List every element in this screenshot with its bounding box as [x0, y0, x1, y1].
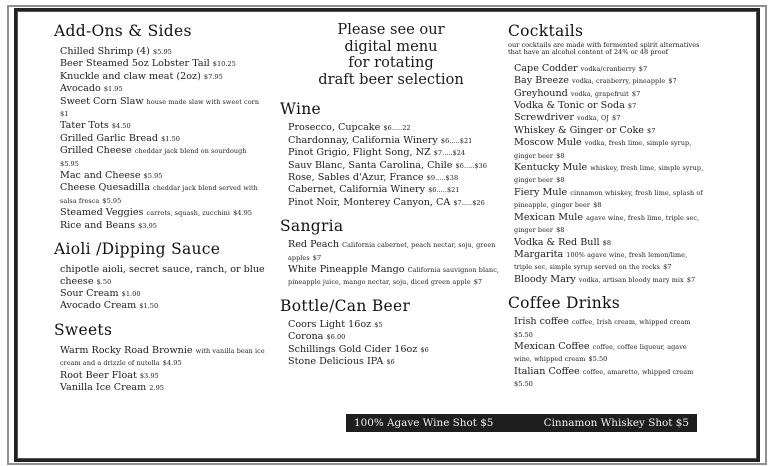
item-name: Rose, Sables d'Azur, France	[288, 172, 424, 183]
item-name: Steamed Veggies	[60, 207, 144, 219]
item-name: Mexican Coffee	[514, 340, 590, 352]
item-price: $5.50	[588, 355, 608, 364]
menu-item	[288, 344, 502, 356]
menu-item	[60, 345, 266, 370]
item-name: Corona	[288, 331, 324, 343]
menu-item	[60, 145, 266, 170]
item-name: Irish coffee	[514, 316, 569, 328]
menu-item	[60, 370, 266, 382]
menu-item	[60, 220, 266, 232]
item-description: coffee, coffee liqueur, agave wine, whipped cream	[514, 342, 687, 364]
item-price: $5.95	[60, 159, 79, 168]
menu-item	[514, 112, 704, 124]
item-price: $6	[386, 358, 395, 367]
item-price: $7.95	[203, 72, 223, 81]
item-price: $4.95	[162, 359, 182, 368]
coffee-list	[514, 316, 704, 390]
sweets-list	[60, 345, 266, 395]
sweets-heading: Sweets	[54, 320, 113, 339]
item-price: $1.95	[103, 85, 123, 94]
item-price: $7	[647, 126, 656, 135]
item-name: White Pineapple Mango	[288, 264, 405, 276]
item-price: $.50	[96, 277, 112, 286]
wine-heading: Wine	[280, 100, 321, 119]
item-name: Vodka & Red Bull	[514, 236, 600, 248]
menu-item	[288, 184, 502, 196]
item-price: $8	[593, 201, 602, 210]
menu-item	[288, 356, 502, 368]
item-price: $8	[602, 238, 612, 247]
item-description: vodka, fresh lime, simple syrup, ginger beer	[514, 139, 692, 160]
coffee-heading: Coffee Drinks	[508, 294, 620, 313]
item-name: Vodka & Tonic or Soda	[514, 100, 625, 112]
item-name: Moscow Mule	[514, 137, 582, 149]
menu-item	[514, 237, 704, 249]
item-price: $5.95	[152, 48, 172, 56]
aioli-list	[60, 264, 266, 313]
item-name: Beer Steamed 5oz Lobster Tail	[60, 58, 210, 70]
item-description: coffee, amaretto, whipped cream	[582, 367, 694, 376]
item-name: Prosecco, Cupcake	[288, 122, 381, 134]
column-middle	[280, 22, 502, 368]
menu-item	[514, 316, 704, 341]
menu-item	[514, 162, 704, 187]
menu-item	[60, 120, 266, 132]
cocktails-list	[514, 63, 704, 286]
item-price: $1.50	[139, 302, 159, 311]
item-name: Greyhound	[514, 87, 568, 99]
item-description: coffee, Irish cream, whipped cream	[571, 318, 691, 327]
item-name: Root Beer Float	[60, 369, 137, 381]
item-name: Screwdriver	[514, 112, 574, 124]
menu-item	[514, 75, 704, 87]
item-price: $6.....22	[383, 124, 411, 133]
item-name: Avocado Cream	[60, 300, 137, 312]
item-name: Warm Rocky Road Brownie	[60, 344, 193, 356]
item-name: Grilled Garlic Bread	[60, 132, 159, 144]
item-price: $6.00	[326, 333, 346, 342]
item-description: with vanilla bean ice cream and a drizzle of nutella	[60, 346, 265, 368]
menu-item	[60, 71, 266, 83]
item-name: Coors Light 16oz	[288, 318, 372, 330]
menu-item	[514, 187, 704, 212]
item-price: $5.50	[514, 380, 533, 389]
wine-list	[288, 122, 502, 209]
item-description: house made slaw with sweet corn	[146, 97, 260, 106]
column-right	[508, 22, 704, 391]
item-name: Chilled Shrimp (4)	[60, 46, 150, 57]
beer-heading: Bottle/Can Beer	[280, 296, 411, 315]
menu-item	[288, 331, 502, 343]
menu-item	[514, 212, 704, 237]
item-name: Tater Tots	[60, 120, 109, 132]
item-description: vodka, artisan bloody mary mix	[578, 275, 684, 284]
item-price: $7	[668, 77, 677, 86]
item-description: vodka, OJ	[576, 114, 609, 123]
item-name: Cheese Quesadilla	[60, 182, 150, 194]
item-price: $5	[374, 320, 383, 329]
item-price: $5.95	[143, 172, 163, 181]
item-description: 100% agave wine, fresh lemon/lime, triple sec, simple syrup served on the rocks	[514, 250, 688, 272]
item-name: chipotle aioli, secret sauce, ranch, or blue cheese	[60, 264, 265, 287]
item-price: $7	[686, 275, 696, 284]
item-description: vodka, cranberry, pineapple	[572, 77, 666, 86]
item-price: $5.50	[514, 330, 533, 339]
item-name: Cape Codder	[514, 62, 578, 74]
item-price: $7	[473, 278, 483, 287]
item-price: $3.95	[139, 371, 159, 380]
item-name: Kentucky Mule	[514, 162, 588, 174]
item-price: $1.00	[121, 289, 141, 298]
item-price: $7	[638, 64, 648, 73]
column-left	[54, 22, 266, 394]
item-name: Whiskey & Ginger or Coke	[514, 124, 644, 136]
menu-item	[288, 160, 502, 172]
item-price: $4.50	[111, 122, 131, 131]
item-price: $8	[556, 176, 565, 185]
item-price: $6.....$36	[455, 161, 487, 170]
shot-specials-banner	[346, 414, 697, 432]
menu-item	[514, 88, 704, 100]
menu-item	[60, 133, 266, 145]
sangria-list	[288, 239, 502, 289]
item-name: Vanilla Ice Cream	[60, 381, 147, 393]
addons-list	[60, 46, 266, 232]
draft-promo	[280, 22, 502, 88]
item-description: carrots, squash, zucchini	[146, 209, 231, 218]
promo-line-3: for rotating	[348, 54, 434, 72]
item-price: $7	[627, 102, 637, 111]
item-price: $7.....$24	[433, 149, 466, 158]
menu-item	[288, 239, 502, 264]
item-name: Red Peach	[288, 239, 340, 251]
item-name: Mac and Cheese	[60, 170, 141, 182]
menu-item	[288, 264, 502, 289]
menu-item	[60, 96, 266, 121]
menu-item	[60, 288, 266, 300]
item-price: $7	[612, 114, 621, 123]
menu-item	[288, 319, 502, 331]
item-name: Cabernet, California Winery	[288, 184, 426, 196]
item-price: $6	[420, 345, 429, 354]
item-name: Grilled Cheese	[60, 145, 132, 157]
item-price: $6.....$21	[428, 186, 460, 195]
item-price: $8	[556, 226, 565, 235]
item-description: California cabernet, peach nectar, soju, green apples	[288, 241, 496, 262]
item-name: Stone Delicious IPA	[288, 356, 384, 368]
cocktails-note: our cocktails are made with fermented spirit alternatives that have an alcohol content of 24% or 48 proof	[508, 41, 700, 57]
item-description: vodka, grapefruit	[570, 89, 629, 98]
promo-line-2: digital menu	[344, 37, 438, 55]
item-price: $10.25	[212, 60, 236, 69]
item-name: Italian Coffee	[514, 365, 580, 377]
promo-line-1: Please see our	[337, 21, 445, 38]
agave-shot-special: 100% Agave Wine Shot $5	[354, 417, 494, 429]
item-name: Chardonnay, California Winery	[288, 134, 438, 146]
item-price: $4.95	[233, 209, 252, 218]
item-description: cheddar jack blend served with salsa fresca	[60, 184, 258, 205]
menu-item	[514, 100, 704, 112]
item-description: whiskey, fresh lime, simple syrup, ginger beer	[514, 164, 704, 185]
menu-item	[60, 46, 266, 58]
item-name: Rice and Beans	[60, 219, 136, 231]
menu-item	[60, 58, 266, 70]
item-description: cheddar jack blend on sourdough	[134, 147, 247, 156]
menu-item	[514, 341, 704, 366]
addons-heading: Add-Ons & Sides	[54, 22, 192, 40]
item-price: 2.95	[149, 383, 164, 392]
menu-item	[60, 382, 266, 394]
item-name: Sauv Blanc, Santa Carolina, Chile	[288, 159, 453, 171]
item-price: $5.95	[102, 196, 122, 205]
item-name: Schillings Gold Cider 16oz	[288, 343, 418, 355]
item-name: Bloody Mary	[514, 273, 576, 285]
item-price: $1	[60, 110, 69, 119]
item-name: Sweet Corn Slaw	[60, 95, 144, 107]
menu-item	[514, 366, 704, 391]
item-description: California sauvignon blanc, pineapple juice, mango nectar, soju, diced green apple	[288, 266, 500, 287]
menu-item	[288, 135, 502, 147]
menu-item	[288, 172, 502, 184]
item-price: $7.....$26	[453, 198, 485, 207]
menu-item	[514, 274, 704, 286]
item-price: $1.50	[161, 134, 180, 143]
sangria-heading: Sangria	[280, 217, 344, 236]
menu-item	[288, 122, 502, 134]
item-description: cinnamon whiskey, fresh lime, splash of pineapple, ginger beer	[514, 188, 703, 210]
item-name: Knuckle and claw meat (2oz)	[60, 70, 201, 82]
menu-item	[60, 170, 266, 182]
menu-item	[514, 125, 704, 137]
menu-item	[288, 147, 502, 159]
item-description: vodka/cranberry	[580, 64, 636, 73]
menu-item	[60, 300, 266, 312]
menu-item	[60, 264, 266, 288]
aioli-heading: Aioli /Dipping Sauce	[54, 240, 221, 259]
beer-list	[288, 319, 502, 369]
item-price: $9.....$38	[426, 174, 459, 182]
menu-item	[60, 182, 266, 207]
menu-item	[514, 249, 704, 274]
item-name: Mexican Mule	[514, 211, 584, 223]
menu-item	[514, 137, 704, 162]
item-name: Sour Cream	[60, 287, 119, 299]
item-name: Margarita	[514, 248, 564, 260]
menu-item	[514, 63, 704, 75]
item-name: Fiery Mule	[514, 186, 568, 198]
item-price: $7	[663, 263, 672, 272]
item-price: $6.....$21	[440, 136, 473, 145]
menu-item	[60, 83, 266, 95]
item-price: $3.95	[138, 221, 157, 230]
menu-item	[60, 207, 266, 219]
item-price: $7	[312, 253, 322, 262]
promo-line-4: draft beer selection	[318, 70, 464, 88]
item-name: Pinot Noir, Monterey Canyon, CA	[288, 196, 451, 208]
cocktails-heading: Cocktails	[508, 22, 584, 40]
item-price: $7	[631, 89, 641, 98]
item-name: Bay Breeze	[514, 75, 569, 87]
item-price: $8	[556, 151, 565, 160]
whiskey-shot-special: Cinnamon Whiskey Shot $5	[543, 417, 689, 429]
menu-item	[288, 197, 502, 209]
item-description: agave wine, fresh lime, triple sec, ginger beer	[514, 213, 700, 235]
item-name: Pinot Grigio, Flight Song, NZ	[288, 147, 431, 159]
item-name: Avocado	[60, 83, 101, 95]
